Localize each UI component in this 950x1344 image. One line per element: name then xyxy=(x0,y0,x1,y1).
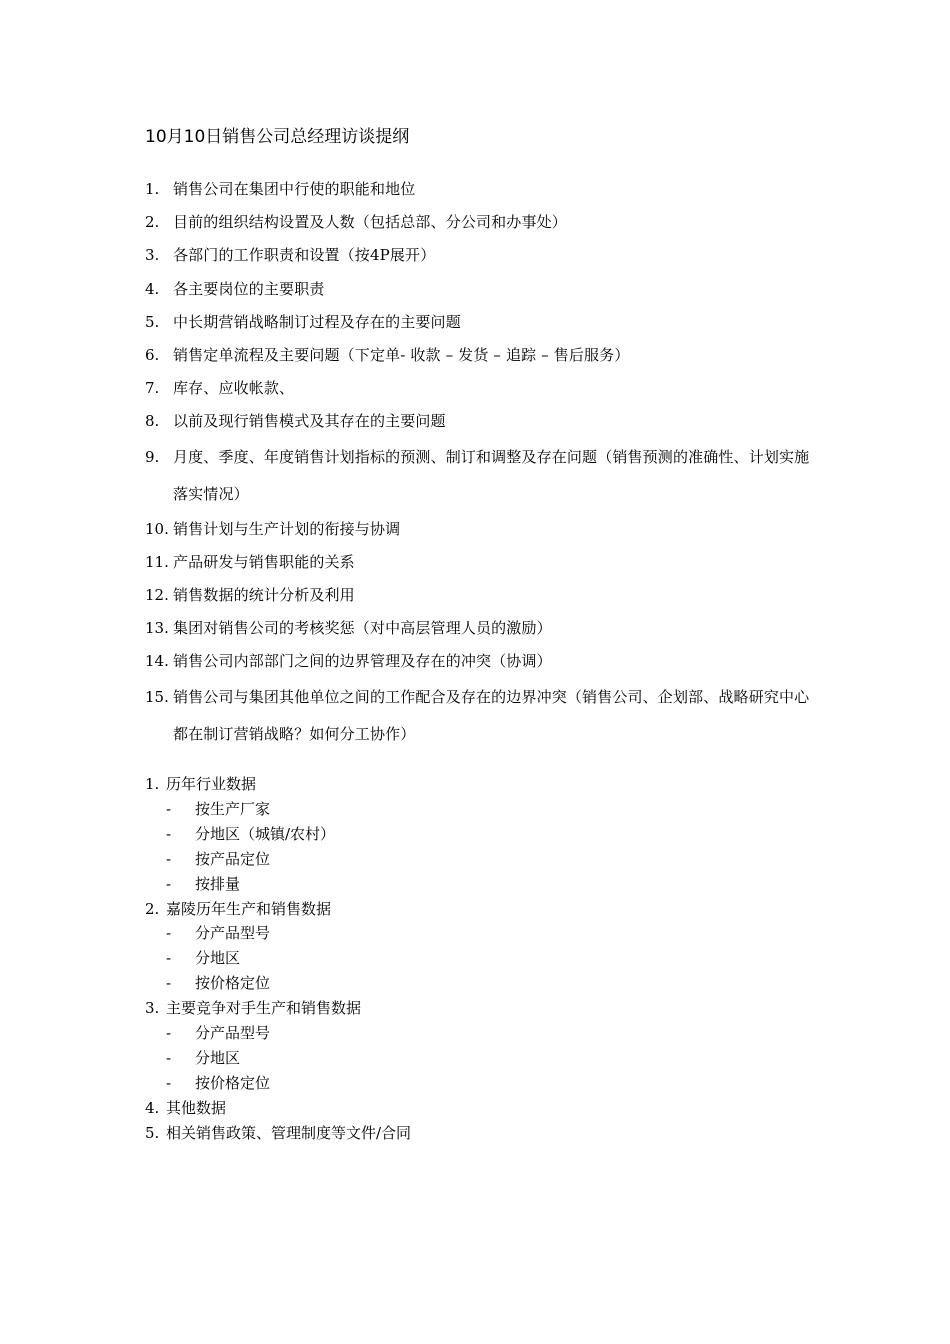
list-item xyxy=(145,1121,815,1146)
item-number: 4. xyxy=(145,1098,160,1117)
item-number: 9. xyxy=(145,447,160,466)
list-item xyxy=(145,439,815,513)
item-number: 4. xyxy=(145,279,160,298)
sub-list xyxy=(145,797,815,897)
list-item xyxy=(145,173,815,206)
list-item xyxy=(145,405,815,438)
item-number: 14. xyxy=(145,652,169,671)
list-item xyxy=(145,206,815,239)
dash-bullet: - xyxy=(166,924,172,943)
sub-list-item xyxy=(145,971,815,996)
item-text: 销售计划与生产计划的衔接与协调 xyxy=(173,519,401,538)
item-number: 12. xyxy=(145,586,169,605)
sub-item-text: 按价格定位 xyxy=(195,1073,271,1092)
item-text: 相关销售政策、管理制度等文件/合同 xyxy=(166,1123,412,1142)
dash-bullet: - xyxy=(166,1073,172,1092)
item-number: 3. xyxy=(145,999,160,1018)
list-item xyxy=(145,897,815,997)
document-title: 10月10日销售公司总经理访谈提纲 xyxy=(145,127,410,147)
data-request-list xyxy=(145,772,815,1146)
sub-item-text: 分产品型号 xyxy=(195,924,271,943)
dash-bullet: - xyxy=(166,799,172,818)
item-text: 以前及现行销售模式及其存在的主要问题 xyxy=(173,412,446,431)
sub-item-text: 按价格定位 xyxy=(195,974,271,993)
item-text: 销售定单流程及主要问题（下定单- 收款 – 发货 – 追踪 – 售后服务） xyxy=(173,346,630,365)
item-number: 8. xyxy=(145,412,160,431)
sub-list-item xyxy=(145,822,815,847)
sub-list-item xyxy=(145,1021,815,1046)
item-number: 5. xyxy=(145,1123,160,1142)
sub-item-text: 分地区（城镇/农村） xyxy=(195,824,336,843)
list-item xyxy=(145,679,815,753)
dash-bullet: - xyxy=(166,874,172,893)
sub-item-text: 按排量 xyxy=(195,874,241,893)
sub-item-text: 分产品型号 xyxy=(195,1024,271,1043)
sub-list-item xyxy=(145,921,815,946)
item-text: 主要竞争对手生产和销售数据 xyxy=(166,999,362,1018)
item-number: 2. xyxy=(145,213,160,232)
list-item xyxy=(145,513,815,546)
dash-bullet: - xyxy=(166,949,172,968)
item-text: 销售公司在集团中行使的职能和地位 xyxy=(173,180,416,198)
sub-list-item xyxy=(145,1046,815,1071)
item-text: 集团对销售公司的考核奖惩（对中高层管理人员的激励） xyxy=(173,619,552,638)
item-number: 1. xyxy=(145,180,160,198)
item-number: 2. xyxy=(145,899,160,918)
item-number: 10. xyxy=(145,519,169,538)
list-item xyxy=(145,1096,815,1121)
dash-bullet: - xyxy=(166,1024,172,1043)
sub-item-text: 按产品定位 xyxy=(195,849,271,868)
list-item xyxy=(145,546,815,579)
item-text: 其他数据 xyxy=(166,1098,227,1117)
sub-list-item xyxy=(145,847,815,872)
list-item xyxy=(145,612,815,645)
item-number: 5. xyxy=(145,312,160,331)
list-item xyxy=(145,996,815,1096)
item-text: 历年行业数据 xyxy=(166,775,257,793)
item-number: 7. xyxy=(145,379,160,398)
item-number: 15. xyxy=(145,687,169,706)
sub-item-text: 分地区 xyxy=(195,949,241,968)
list-item xyxy=(145,239,815,272)
item-text: 目前的组织结构设置及人数（包括总部、分公司和办事处） xyxy=(173,213,567,232)
list-item xyxy=(145,273,815,306)
sub-list xyxy=(145,921,815,996)
dash-bullet: - xyxy=(166,974,172,993)
item-text: 中长期营销战略制订过程及存在的主要问题 xyxy=(173,312,461,331)
interview-question-list xyxy=(145,173,815,753)
item-text: 销售数据的统计分析及利用 xyxy=(173,586,355,605)
sub-list-item xyxy=(145,946,815,971)
list-item xyxy=(145,372,815,405)
dash-bullet: - xyxy=(166,1048,172,1067)
item-text: 销售公司内部部门之间的边界管理及存在的冲突（协调） xyxy=(173,652,552,671)
item-text: 月度、季度、年度销售计划指标的预测、制订和调整及存在问题（销售预测的准确性、计划实施落实情况） xyxy=(173,447,810,503)
dash-bullet: - xyxy=(166,824,172,843)
item-text: 库存、应收帐款、 xyxy=(173,379,295,398)
item-number: 1. xyxy=(145,775,160,793)
item-number: 6. xyxy=(145,346,160,365)
list-item xyxy=(145,339,815,372)
list-item xyxy=(145,772,815,897)
item-text: 销售公司与集团其他单位之间的工作配合及存在的边界冲突（销售公司、企划部、战略研究中心都在制订营销战略？如何分工协作） xyxy=(173,687,810,743)
item-text: 嘉陵历年生产和销售数据 xyxy=(166,899,332,918)
item-text: 各部门的工作职责和设置（按4P展开） xyxy=(173,246,436,265)
sub-list-item xyxy=(145,1071,815,1096)
dash-bullet: - xyxy=(166,849,172,868)
item-number: 13. xyxy=(145,619,169,638)
sub-item-text: 分地区 xyxy=(195,1048,241,1067)
item-number: 11. xyxy=(145,552,169,571)
list-item xyxy=(145,645,815,678)
item-text: 各主要岗位的主要职责 xyxy=(173,279,325,298)
item-text: 产品研发与销售职能的关系 xyxy=(173,552,355,571)
sub-list-item xyxy=(145,872,815,897)
sub-list-item xyxy=(145,797,815,822)
list-item xyxy=(145,306,815,339)
list-item xyxy=(145,579,815,612)
sub-list xyxy=(145,1021,815,1096)
item-number: 3. xyxy=(145,246,160,265)
sub-item-text: 按生产厂家 xyxy=(195,799,271,818)
